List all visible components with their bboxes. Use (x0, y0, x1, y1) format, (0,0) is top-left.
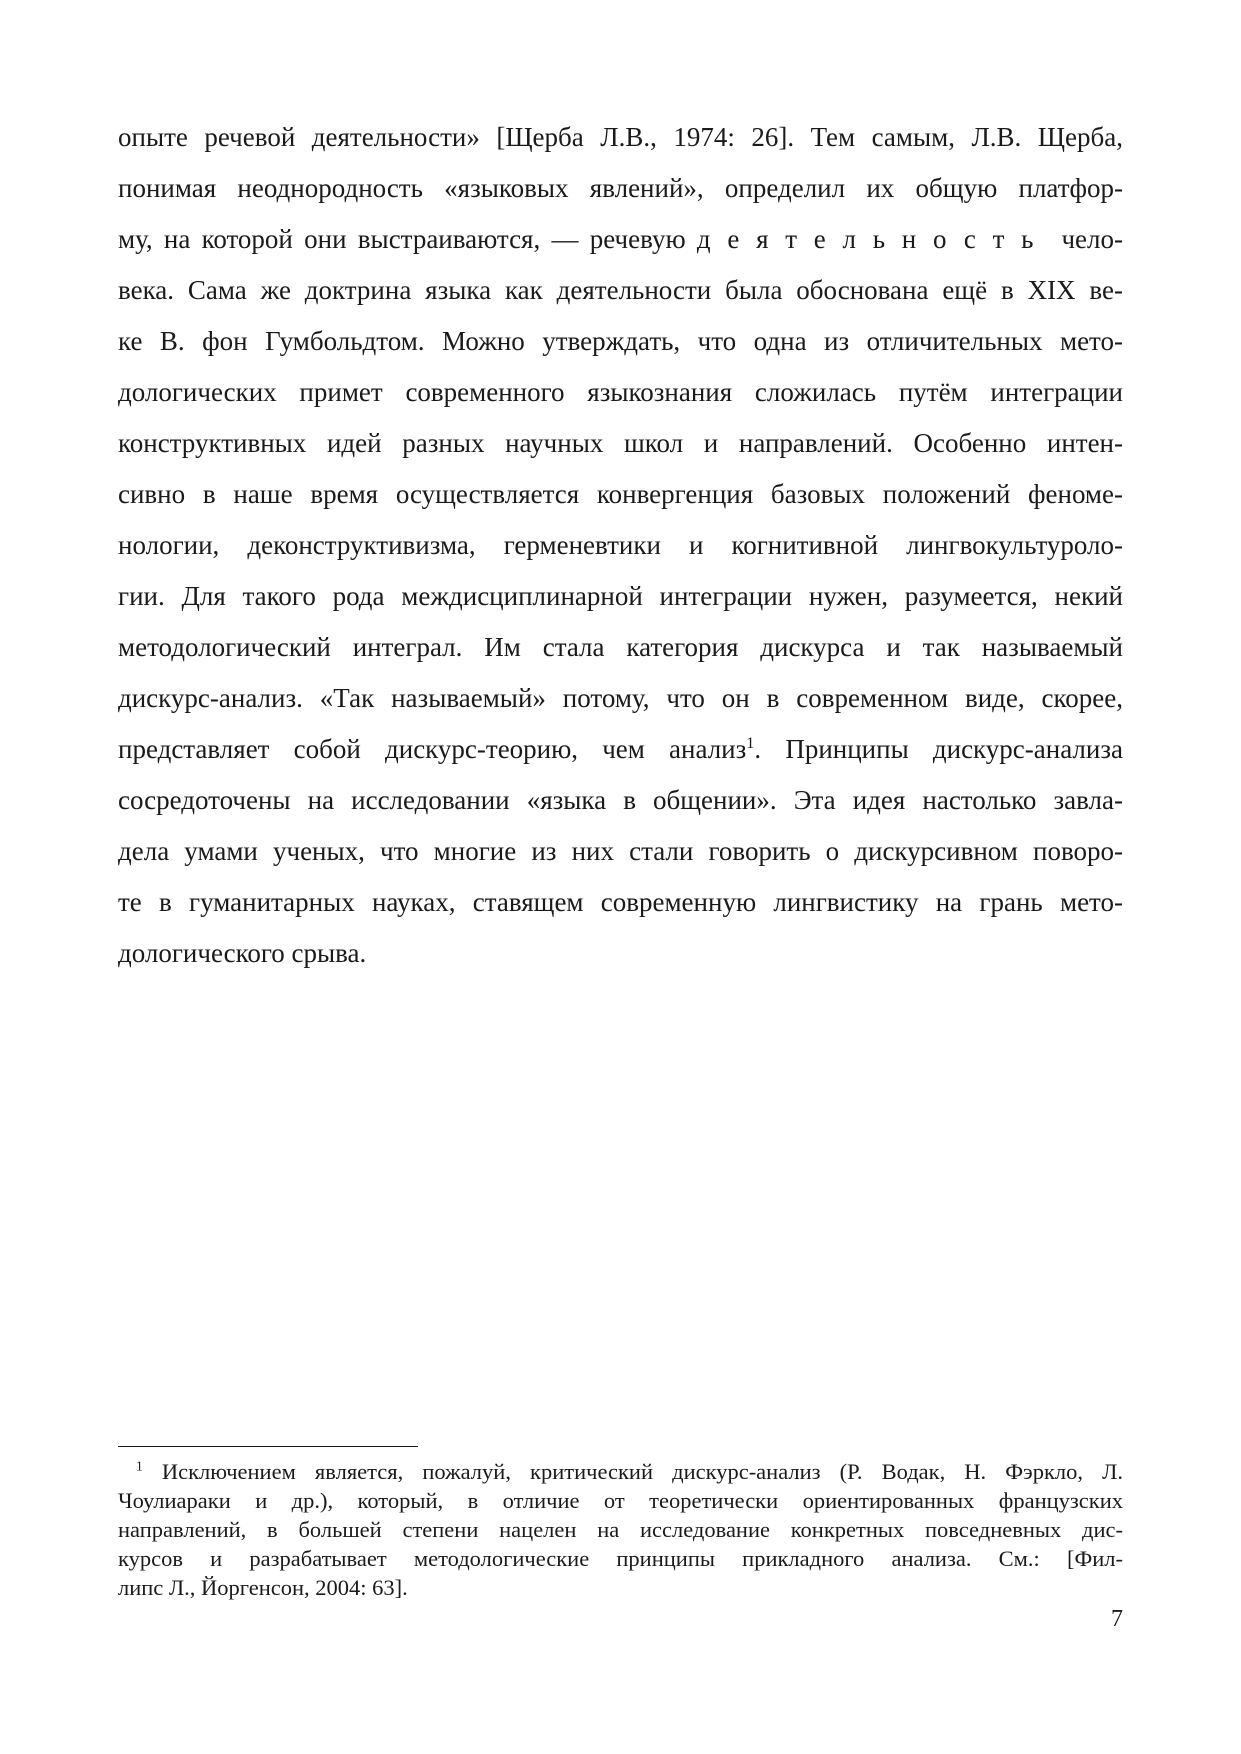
body-line: века. Сама же доктрина языка как деятельности была обоснована ещё в XIX ве- (118, 275, 1123, 305)
footnote-reference[interactable]: 1 (746, 734, 755, 752)
body-line: дологического срыва. (118, 938, 367, 968)
page-number: 7 (1111, 1606, 1123, 1632)
body-line-segment: . Принципы дискурс-анализа (754, 734, 1123, 764)
body-line: понимая неоднородность «языковых явлений», определил их общую платфор- (118, 173, 1123, 203)
footnote-line: липс Л., Йоргенсон, 2004: 63]. (118, 1575, 408, 1600)
body-line: те в гуманитарных науках, ставящем современную лингвистику на грань мето- (118, 887, 1123, 917)
body-text (118, 112, 1123, 979)
body-line: ке В. фон Гумбольдтом. Можно утверждать, что одна из отличительных мето- (118, 326, 1123, 356)
body-line: сивно в наше время осуществляется конвергенция базовых положений феноме- (118, 479, 1123, 509)
footnote-separator (118, 1446, 418, 1447)
footnote-line: курсов и разрабатывает методологические принципы прикладного анализа. См.: [Фил- (118, 1546, 1123, 1571)
footnote (118, 1457, 1123, 1602)
body-line: опыте речевой деятельности» [Щерба Л.В., 1974: 26]. Тем самым, Л.В. Щерба, (118, 122, 1123, 152)
body-line: сосредоточены на исследовании «языка в общении». Эта идея настолько завла- (118, 785, 1123, 815)
body-line (118, 724, 1123, 775)
body-line-segment: чело- (1061, 224, 1123, 254)
footnote-line: направлений, в большей степени нацелен на исследование конкретных повседневных дис- (118, 1517, 1123, 1542)
body-line-segment: представляет собой дискурс-теорию, чем анализ (118, 734, 747, 764)
footnote-line (118, 1457, 1123, 1486)
spaced-emphasis: деятельность (696, 224, 1051, 254)
body-line (118, 214, 1123, 265)
body-line: конструктивных идей разных научных школ и направлений. Особенно интен- (118, 428, 1123, 458)
body-line-segment: му, на которой они выстраиваются, — речевую (118, 224, 686, 254)
footnote-line-text: Исключением является, пожалуй, критический дискурс-анализ (Р. Водак, Н. Фэркло, Л. (161, 1459, 1123, 1484)
body-line: дологических примет современного языкознания сложилась путём интеграции (118, 377, 1123, 407)
body-line: дискурс-анализ. «Так называемый» потому, что он в современном виде, скорее, (118, 683, 1123, 713)
body-line: дела умами ученых, что многие из них стали говорить о дискурсивном поворо- (118, 836, 1123, 866)
body-line: нологии, деконструктивизма, герменевтики и когнитивной лингвокультуроло- (118, 530, 1123, 560)
footnote-marker: 1 (136, 1458, 143, 1474)
body-line: методологический интеграл. Им стала категория дискурса и так называемый (118, 632, 1123, 662)
body-line: гии. Для такого рода междисциплинарной интеграции нужен, разумеется, некий (118, 581, 1123, 611)
footnote-line: Чоулиараки и др.), который, в отличие от теоретически ориентированных французских (118, 1488, 1123, 1513)
